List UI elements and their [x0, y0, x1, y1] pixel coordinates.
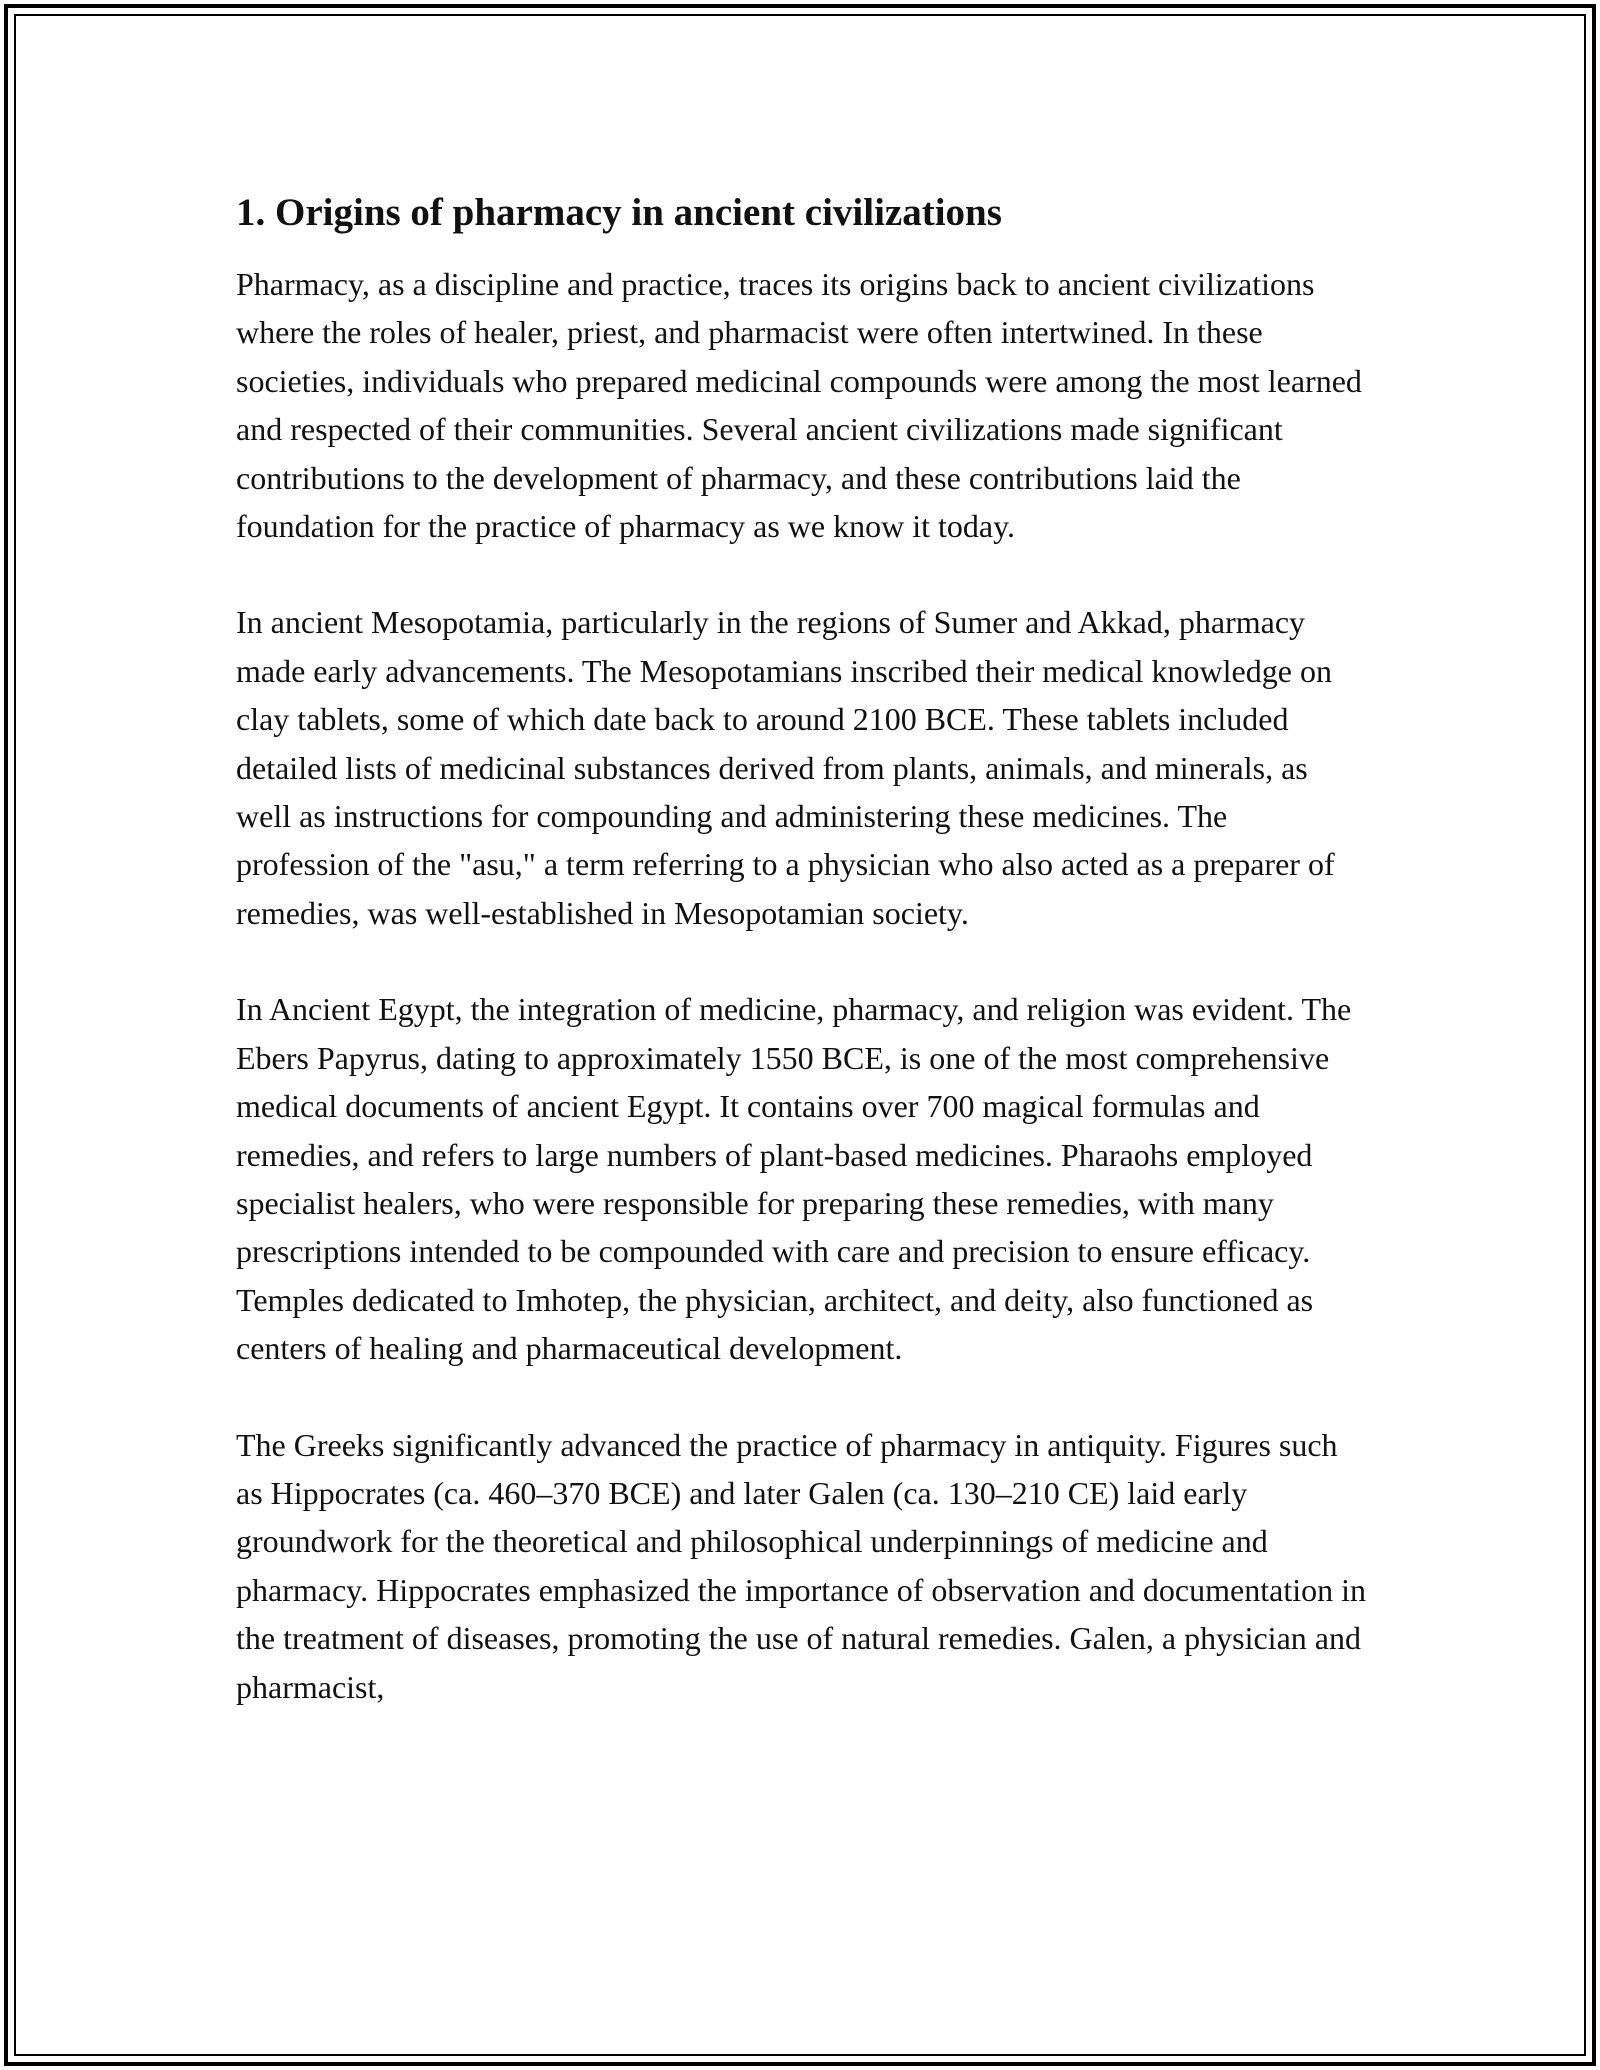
paragraph-greece: The Greeks significantly advanced the practice of pharmacy in antiquity. Figures such as Hippocrates (ca. 460–370 BCE) and later Galen (ca. 130–210 CE) laid early groundwork for the theoretical and philosophical underpinnings of medicine and pharmacy. Hippocrates emphasized the importance of observation and documentation in the treatment of diseases, promoting the use of natural remedies. Galen, a physician and pharmacist,: [236, 1426, 1366, 1705]
paragraph-intro: Pharmacy, as a discipline and practice, traces its origins back to ancient civilizations where the roles of healer, priest, and pharmacist were often intertwined. In these societies, individuals who prepared medicinal compounds were among the most learned and respected of their communities. Several ancient civilizations made significant contributions to the development of pharmacy, and these contributions laid the foundation for the practice of pharmacy as we know it today.: [236, 266, 1362, 545]
section-heading: 1. Origins of pharmacy in ancient civilizations: [236, 191, 1002, 234]
paragraph-mesopotamia: In ancient Mesopotamia, particularly in the regions of Sumer and Akkad, pharmacy made early advancements. The Mesopotamians inscribed their medical knowledge on clay tablets, some of which date back to around 2100 BCE. These tablets included detailed lists of medicinal substances derived from plants, animals, and minerals, as well as instructions for compounding and administering these medicines. The profession of the "asu," a term referring to a physician who also acted as a preparer of remedies, was well-established in Mesopotamian society.: [236, 604, 1335, 931]
paragraph-egypt: In Ancient Egypt, the integration of medicine, pharmacy, and religion was evident. The Ebers Papyrus, dating to approximately 1550 BCE, is one of the most comprehensive medical documents of ancient Egypt. It contains over 700 magical formulas and remedies, and refers to large numbers of plant-based medicines. Pharaohs employed specialist healers, who were responsible for preparing these remedies, with many prescriptions intended to be compounded with care and precision to ensure efficacy. Temples dedicated to Imhotep, the physician, architect, and deity, also functioned as centers of healing and pharmaceutical development.: [236, 991, 1352, 1367]
document-body: [236, 186, 1366, 1711]
